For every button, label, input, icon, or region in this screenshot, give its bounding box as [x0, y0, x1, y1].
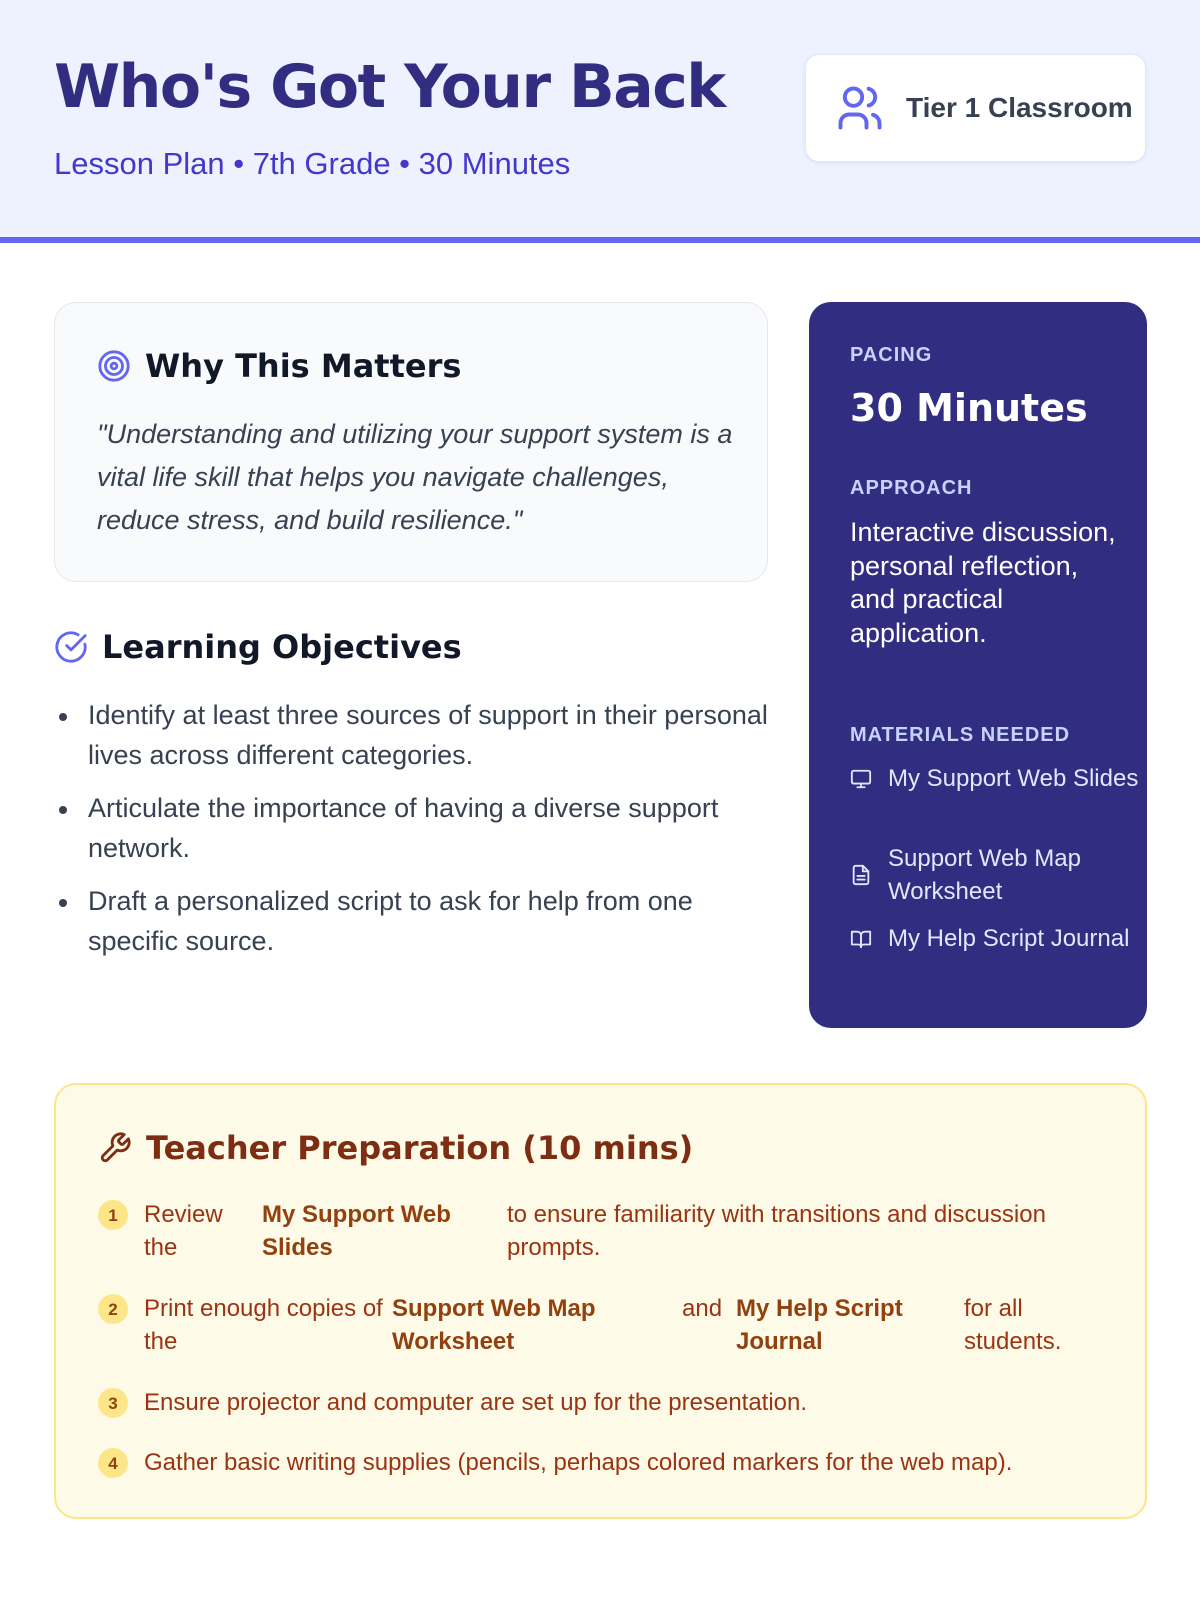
- step-text: and: [682, 1295, 723, 1322]
- page-title: Who's Got Your Back: [54, 52, 725, 122]
- file-icon: [850, 864, 872, 886]
- prep-step: [98, 1446, 1098, 1479]
- lesson-details-sidebar: [809, 302, 1147, 1028]
- prep-step: [98, 1292, 1098, 1358]
- objectives-heading: Learning Objectives: [102, 628, 462, 666]
- wrench-icon: [98, 1131, 132, 1165]
- check-circle-icon: [54, 630, 88, 664]
- why-this-matters-card: [54, 302, 768, 582]
- prep-step: [98, 1198, 1098, 1264]
- users-icon: [834, 82, 886, 134]
- step-text: to ensure familiarity with transitions and discussion prompts.: [507, 1201, 1046, 1261]
- prep-heading-row: [98, 1129, 693, 1167]
- prep-step: [98, 1386, 1098, 1419]
- page-subtitle: Lesson Plan • 7th Grade • 30 Minutes: [54, 146, 571, 181]
- page-header: [0, 0, 1200, 243]
- objectives-heading-row: [54, 628, 462, 666]
- objective-item: Draft a personalized script to ask for help from one specific source.: [54, 881, 774, 961]
- teacher-preparation-card: [54, 1083, 1147, 1519]
- material-label: My Help Script Journal: [888, 925, 1130, 952]
- material-item: [850, 922, 1129, 955]
- step-number: 2: [98, 1294, 128, 1324]
- approach-label: APPROACH: [850, 477, 973, 499]
- material-label: My Support Web Slides: [888, 765, 1139, 792]
- why-heading: Why This Matters: [145, 347, 462, 385]
- tier-label: Tier 1 Classroom: [906, 92, 1133, 123]
- pacing-label: PACING: [850, 344, 933, 366]
- step-number: 3: [98, 1388, 128, 1418]
- objective-item: Articulate the importance of having a diverse support network.: [54, 788, 774, 868]
- book-icon: [850, 928, 872, 950]
- materials-label: MATERIALS NEEDED: [850, 724, 1071, 746]
- pacing-value: 30 Minutes: [850, 386, 1088, 430]
- material-reference: My Help Script Journal: [736, 1295, 903, 1355]
- target-icon: [97, 349, 131, 383]
- step-number: 1: [98, 1200, 128, 1230]
- tier-badge: [805, 54, 1146, 162]
- why-heading-row: [97, 347, 461, 385]
- step-text: Review the: [144, 1201, 223, 1261]
- material-reference: Support Web Map Worksheet: [392, 1295, 596, 1355]
- objectives-list: [54, 695, 774, 974]
- step-text: for all students.: [964, 1295, 1062, 1355]
- step-text: Gather basic writing supplies (pencils, perhaps colored markers for the web map).: [144, 1449, 1013, 1476]
- monitor-icon: [850, 768, 872, 790]
- approach-text: Interactive discussion, personal reflection, and practical application.: [850, 517, 1116, 648]
- material-item: [850, 842, 1147, 908]
- material-label: Support Web Map Worksheet: [888, 845, 1081, 905]
- prep-heading: Teacher Preparation (10 mins): [146, 1129, 694, 1167]
- why-quote: "Understanding and utilizing your support system is a vital life skill that helps you navigate challenges, reduce stress, and build resilience.": [97, 419, 733, 535]
- step-text: Ensure projector and computer are set up for the presentation.: [144, 1389, 808, 1416]
- step-text: Print enough copies of the: [144, 1295, 383, 1355]
- objective-item: Identify at least three sources of support in their personal lives across different categories.: [54, 695, 774, 775]
- material-item: [850, 762, 1138, 795]
- step-number: 4: [98, 1448, 128, 1478]
- material-reference: My Support Web Slides: [262, 1201, 451, 1261]
